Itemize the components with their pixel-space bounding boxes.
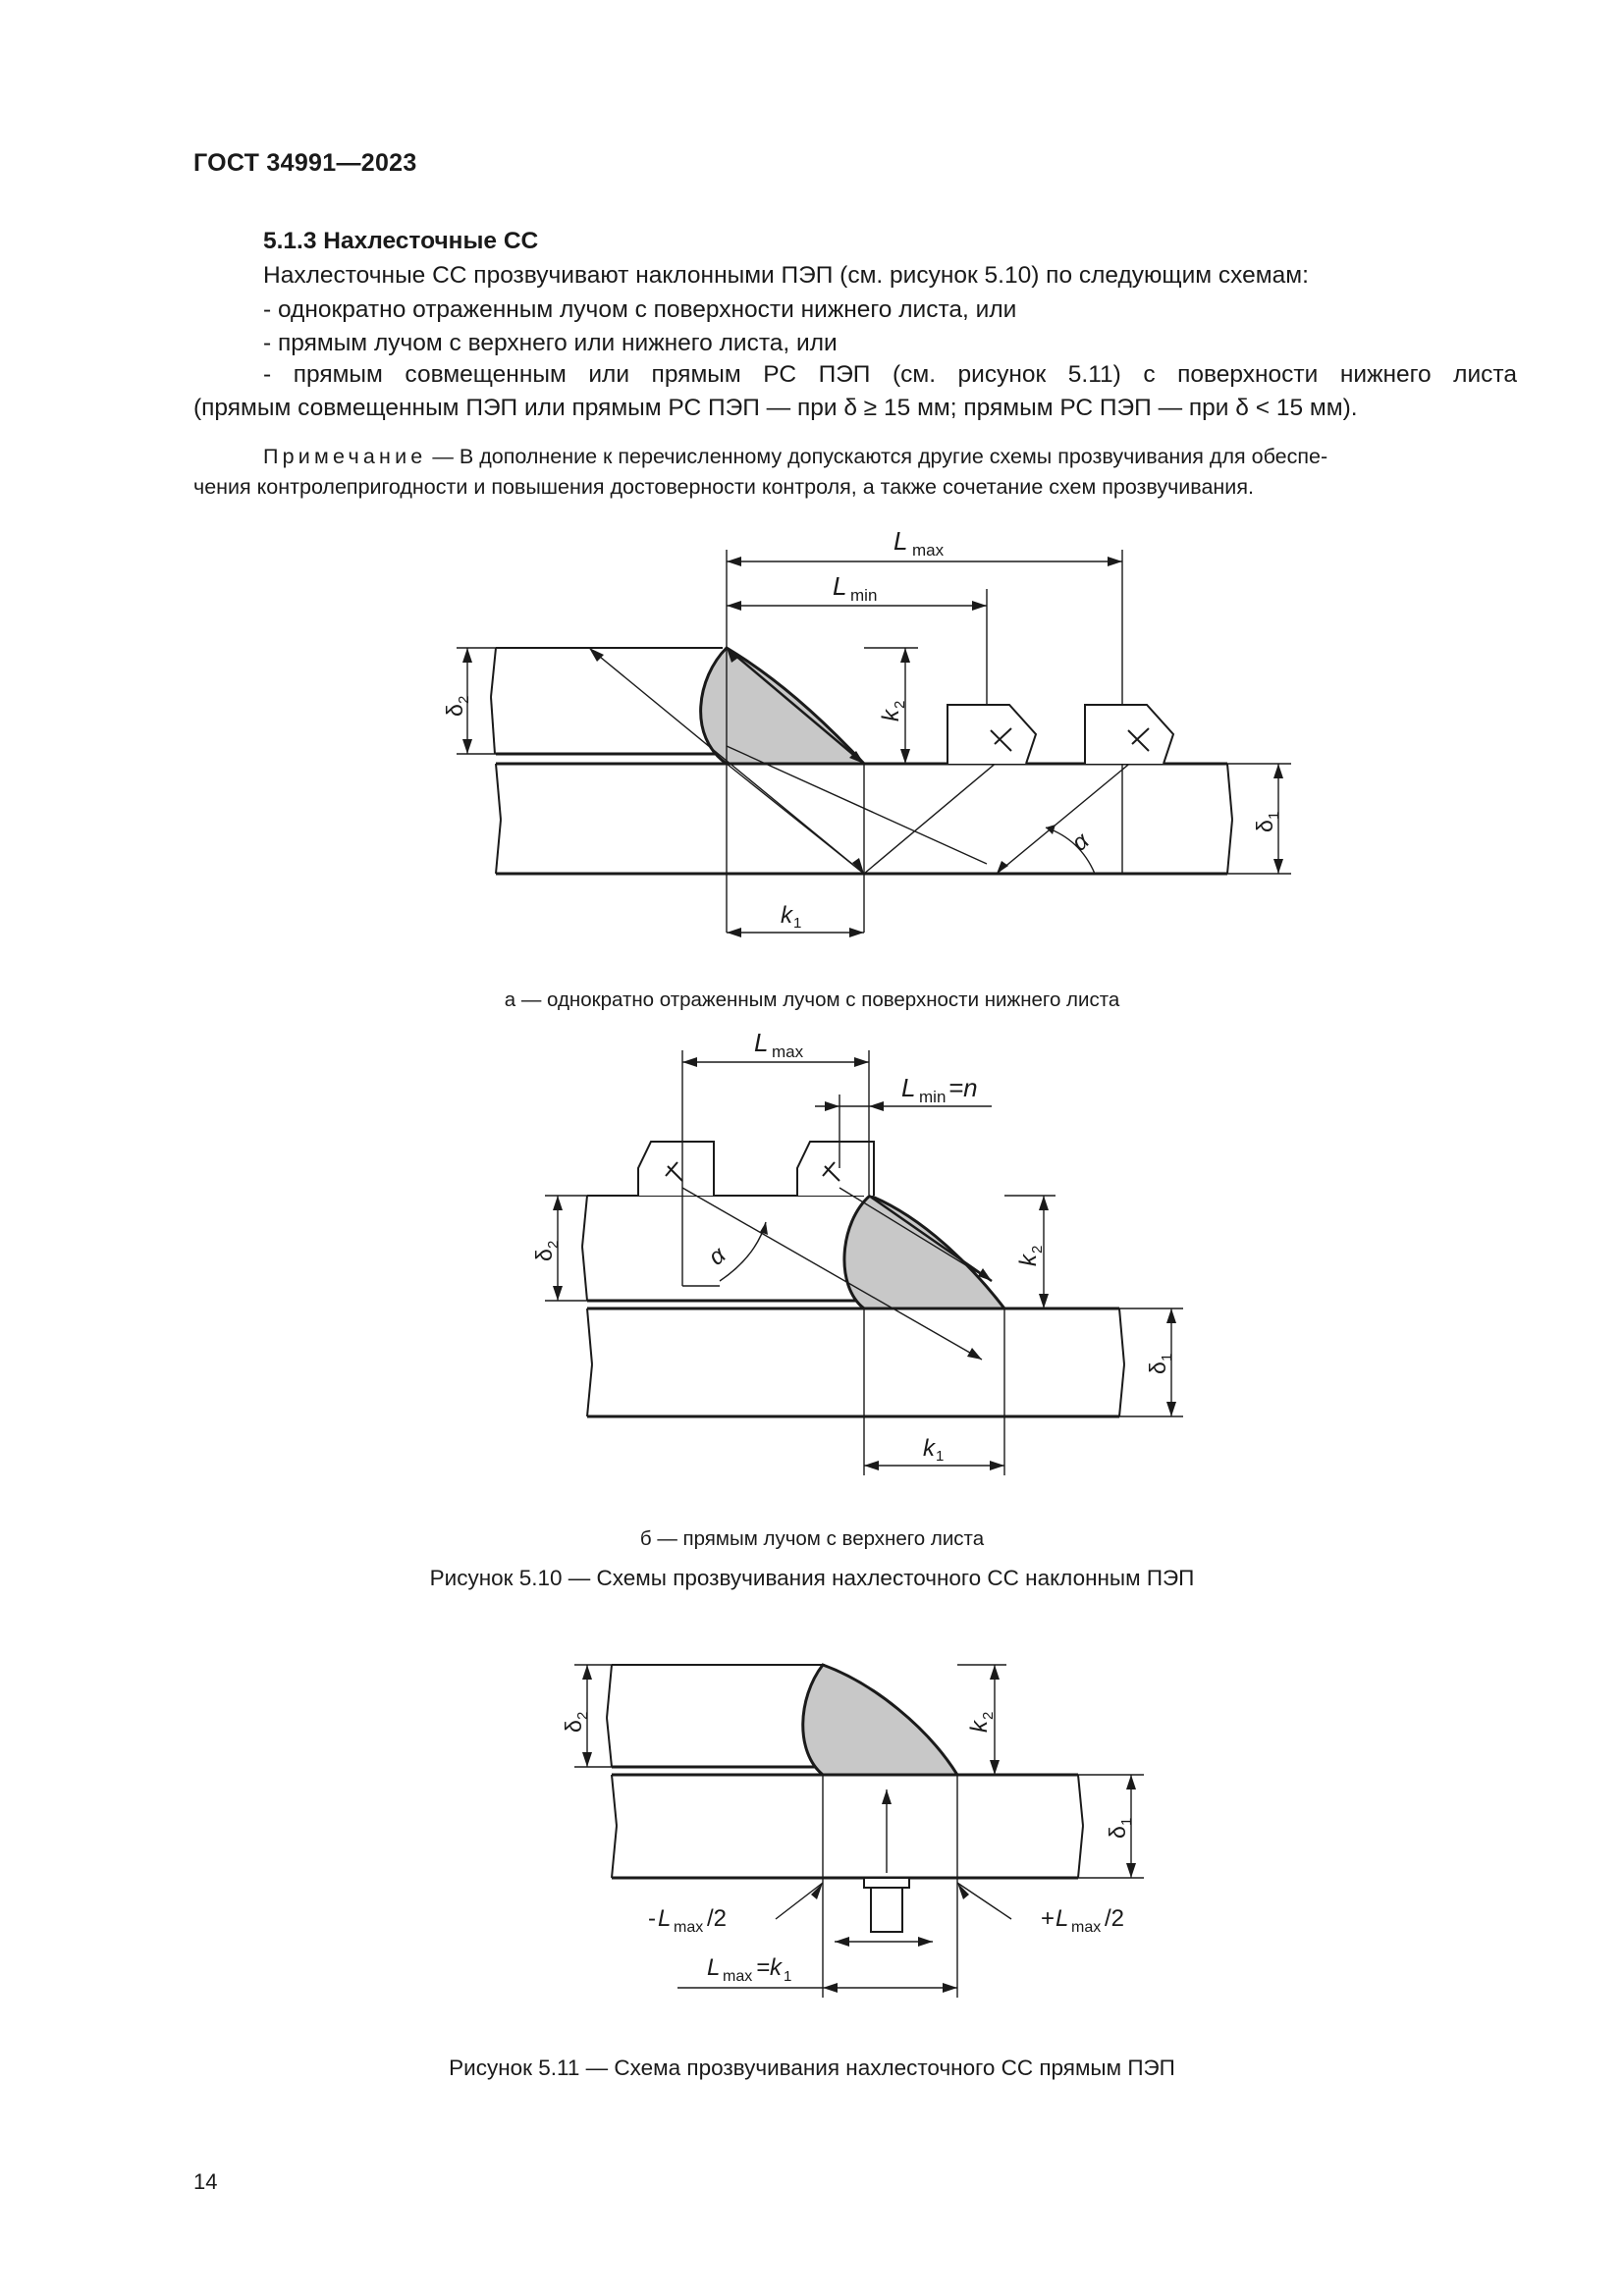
label-L: L xyxy=(658,1905,672,1932)
label-k: k xyxy=(923,1435,935,1462)
list-item: - прямым лучом с верхнего или нижнего листа, или xyxy=(263,330,838,356)
list-item: - однократно отраженным лучом с поверхности нижнего листа, или xyxy=(263,296,1017,323)
label-L: L xyxy=(833,571,847,601)
label-k: k xyxy=(1015,1255,1042,1266)
note-label: Примечание xyxy=(263,445,427,468)
label-sub: 1 xyxy=(793,915,802,932)
label-half: /2 xyxy=(707,1905,728,1932)
label-plus: + xyxy=(1041,1905,1056,1932)
page-number: 14 xyxy=(193,2169,218,2194)
weld-fillet xyxy=(803,1665,957,1775)
label-L: L xyxy=(1056,1905,1069,1932)
section-title: 5.1.3 Нахлесточные СС xyxy=(263,228,539,254)
list-item-continuation: (прямым совмещенным ПЭП или прямым РС ПЭП — при δ ≥ 15 мм; прямым РС ПЭП — при δ < 15 мм). xyxy=(193,395,1358,421)
list-item: - прямым совмещенным или прямым РС ПЭП (см. рисунок 5.11) с поверхности нижнего листа xyxy=(263,361,1517,388)
label-delta: δ xyxy=(1105,1826,1130,1839)
figure-5-10-a-caption: а — однократно отраженным лучом с поверхности нижнего листа xyxy=(504,988,1120,1011)
label-sub: 1 xyxy=(784,1968,792,1985)
label-delta: δ xyxy=(442,704,467,717)
label-sub: 2 xyxy=(1029,1245,1046,1254)
label-sub: 1 xyxy=(936,1448,945,1465)
label-sub: min xyxy=(919,1088,947,1106)
label-delta: δ xyxy=(1145,1362,1170,1374)
label-delta: δ xyxy=(531,1249,557,1261)
label-sub: 2 xyxy=(980,1711,997,1720)
label-k: k xyxy=(781,902,792,929)
label-delta: δ xyxy=(561,1720,586,1733)
label-sub: max xyxy=(772,1042,804,1061)
label-sub: 2 xyxy=(892,700,908,709)
label-sub: min xyxy=(850,586,878,605)
label-sub: 1 xyxy=(1118,1817,1135,1826)
label-eq-n: =n xyxy=(948,1073,978,1102)
label-sub: max xyxy=(674,1919,704,1936)
label-sub: max xyxy=(1071,1919,1102,1936)
note-continuation: чения контролепригодности и повышения достоверности контроля, а также сочетание схем прозвучивания. xyxy=(193,475,1254,499)
label-sub: 1 xyxy=(1159,1353,1175,1362)
label-sub: 2 xyxy=(545,1240,562,1249)
label-half: /2 xyxy=(1105,1905,1125,1932)
figure-5-11-caption: Рисунок 5.11 — Схема прозвучивания нахлесточного СС прямым ПЭП xyxy=(449,2056,1175,2080)
document-header: ГОСТ 34991—2023 xyxy=(193,149,417,177)
label-alpha: α xyxy=(1066,828,1095,857)
label-sub: 1 xyxy=(1266,811,1282,820)
label-L: L xyxy=(901,1073,916,1102)
label-alpha: α xyxy=(703,1242,731,1271)
label-delta: δ xyxy=(1252,820,1277,832)
label-L: L xyxy=(754,1028,769,1057)
label-L: L xyxy=(707,1954,721,1981)
label-sub: 2 xyxy=(574,1711,591,1720)
label-minus: - xyxy=(648,1905,656,1932)
figure-5-10-b-caption: б — прямым лучом с верхнего листа xyxy=(639,1527,985,1550)
section-intro: Нахлесточные СС прозвучивают наклонными ПЭП (см. рисунок 5.10) по следующим схемам: xyxy=(263,262,1309,289)
label-sub: 2 xyxy=(456,695,472,704)
label-eq-k: =k xyxy=(756,1954,783,1981)
label-sub: max xyxy=(723,1968,753,1985)
label-L: L xyxy=(893,526,908,556)
label-k: k xyxy=(966,1721,993,1733)
label-k: k xyxy=(878,710,904,721)
label-sub: max xyxy=(912,541,945,560)
figure-5-10-caption: Рисунок 5.10 — Схемы прозвучивания нахлесточного СС наклонным ПЭП xyxy=(429,1566,1195,1590)
note-text: — В дополнение к перечисленному допускаются другие схемы прозвучивания для обеспе- xyxy=(426,445,1328,468)
